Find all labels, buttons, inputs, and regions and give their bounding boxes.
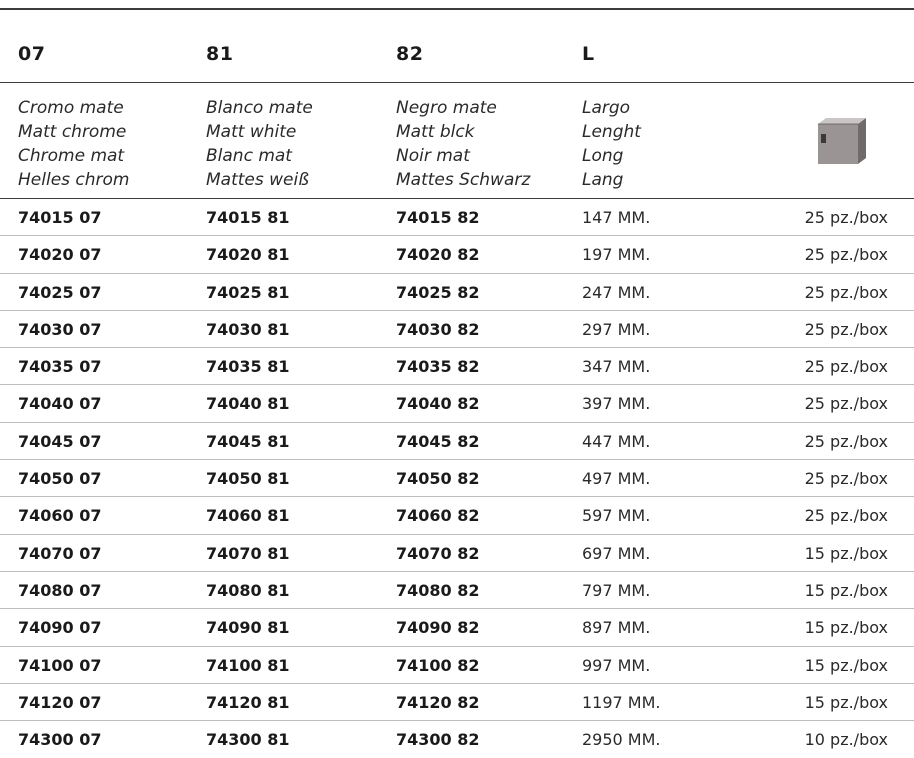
code-chrome: 74025 07 (18, 282, 102, 302)
length-value: 597 MM. (582, 506, 651, 526)
desc-line: Mattes weiß (206, 170, 309, 190)
desc-line: Noir mat (396, 146, 470, 166)
quantity-per-box: 15 pz./box (804, 618, 888, 638)
code-white: 74045 81 (206, 431, 290, 451)
desc-line: Helles chrom (18, 170, 130, 190)
desc-line: Mattes Schwarz (396, 170, 531, 190)
desc-line: Chrome mat (18, 146, 125, 166)
code-chrome: 74015 07 (18, 208, 102, 227)
code-black: 74035 82 (396, 357, 480, 377)
code-chrome: 74030 07 (18, 319, 102, 339)
table-row (0, 385, 914, 422)
code-chrome: 74050 07 (18, 469, 102, 489)
code-black: 74080 82 (396, 580, 480, 600)
table-row (0, 460, 914, 497)
table-row (0, 236, 914, 273)
code-white: 74040 81 (206, 394, 290, 414)
header-code-81: 81 (206, 43, 234, 65)
description-chrome (18, 96, 129, 192)
code-white: 74080 81 (206, 580, 290, 600)
length-value: 697 MM. (582, 543, 651, 563)
code-chrome: 74035 07 (18, 357, 102, 377)
quantity-per-box: 15 pz./box (804, 692, 888, 712)
length-value: 1197 MM. (582, 692, 661, 712)
length-value: 197 MM. (582, 245, 651, 265)
length-value: 147 MM. (582, 208, 651, 227)
quantity-per-box: 25 pz./box (804, 431, 888, 451)
code-chrome: 74060 07 (18, 506, 102, 526)
table-row (0, 348, 914, 385)
quantity-per-box: 25 pz./box (804, 469, 888, 489)
length-value: 2950 MM. (582, 730, 661, 750)
table-row (0, 535, 914, 572)
box-icon (808, 116, 868, 166)
code-black: 74300 82 (396, 730, 480, 750)
header-code-07: 07 (18, 43, 46, 65)
code-black: 74025 82 (396, 282, 480, 302)
code-white: 74030 81 (206, 319, 290, 339)
quantity-per-box: 25 pz./box (804, 394, 888, 414)
code-white: 74035 81 (206, 357, 290, 377)
code-chrome: 74020 07 (18, 245, 102, 265)
code-white: 74100 81 (206, 655, 290, 675)
code-white: 74025 81 (206, 282, 290, 302)
quantity-per-box: 25 pz./box (804, 245, 888, 265)
code-chrome: 74090 07 (18, 618, 102, 638)
length-value: 797 MM. (582, 580, 651, 600)
quantity-per-box: 10 pz./box (804, 730, 888, 750)
code-white: 74015 81 (206, 208, 290, 227)
code-black: 74070 82 (396, 543, 480, 563)
table-row (0, 572, 914, 609)
table-row (0, 684, 914, 721)
description-length (582, 96, 641, 192)
desc-line: Negro mate (396, 98, 497, 118)
code-black: 74030 82 (396, 319, 480, 339)
code-black: 74015 82 (396, 208, 480, 227)
length-value: 347 MM. (582, 357, 651, 377)
quantity-per-box: 25 pz./box (804, 506, 888, 526)
column-header-row (0, 10, 914, 82)
desc-line: Long (582, 146, 624, 166)
code-chrome: 74040 07 (18, 394, 102, 414)
code-white: 74050 81 (206, 469, 290, 489)
code-black: 74045 82 (396, 431, 480, 451)
desc-line: Cromo mate (18, 98, 124, 118)
code-white: 74060 81 (206, 506, 290, 526)
table-row (0, 199, 914, 236)
code-black: 74050 82 (396, 469, 480, 489)
length-value: 897 MM. (582, 618, 651, 638)
code-chrome: 74045 07 (18, 431, 102, 451)
description-white (206, 96, 313, 192)
table-row (0, 274, 914, 311)
quantity-per-box: 25 pz./box (804, 319, 888, 339)
desc-line: Blanc mat (206, 146, 292, 166)
code-black: 74120 82 (396, 692, 480, 712)
code-white: 74020 81 (206, 245, 290, 265)
code-white: 74090 81 (206, 618, 290, 638)
code-chrome: 74100 07 (18, 655, 102, 675)
product-table (0, 199, 914, 758)
quantity-per-box: 25 pz./box (804, 208, 888, 227)
header-code-82: 82 (396, 43, 424, 65)
table-row (0, 423, 914, 460)
length-value: 397 MM. (582, 394, 651, 414)
desc-line: Blanco mate (206, 98, 313, 118)
table-row (0, 609, 914, 646)
desc-line: Lenght (582, 122, 641, 142)
table-row (0, 311, 914, 348)
desc-line: Matt blck (396, 122, 475, 142)
table-row (0, 721, 914, 758)
code-black: 74090 82 (396, 618, 480, 638)
desc-line: Largo (582, 98, 631, 118)
desc-line: Matt white (206, 122, 297, 142)
code-chrome: 74080 07 (18, 580, 102, 600)
code-black: 74020 82 (396, 245, 480, 265)
length-value: 997 MM. (582, 655, 651, 675)
header-divider (0, 82, 914, 83)
length-value: 497 MM. (582, 469, 651, 489)
quantity-per-box: 15 pz./box (804, 543, 888, 563)
code-white: 74120 81 (206, 692, 290, 712)
code-white: 74070 81 (206, 543, 290, 563)
code-black: 74060 82 (396, 506, 480, 526)
quantity-per-box: 15 pz./box (804, 655, 888, 675)
length-value: 297 MM. (582, 319, 651, 339)
quantity-per-box: 25 pz./box (804, 357, 888, 377)
length-value: 247 MM. (582, 282, 651, 302)
desc-line: Lang (582, 170, 624, 190)
desc-line: Matt chrome (18, 122, 127, 142)
code-chrome: 74120 07 (18, 692, 102, 712)
header-length: L (582, 43, 595, 65)
code-black: 74040 82 (396, 394, 480, 414)
code-chrome: 74300 07 (18, 730, 102, 750)
code-black: 74100 82 (396, 655, 480, 675)
length-value: 447 MM. (582, 431, 651, 451)
code-chrome: 74070 07 (18, 543, 102, 563)
table-row (0, 497, 914, 534)
description-black (396, 96, 530, 192)
quantity-per-box: 15 pz./box (804, 580, 888, 600)
code-white: 74300 81 (206, 730, 290, 750)
table-row (0, 647, 914, 684)
quantity-per-box: 25 pz./box (804, 282, 888, 302)
